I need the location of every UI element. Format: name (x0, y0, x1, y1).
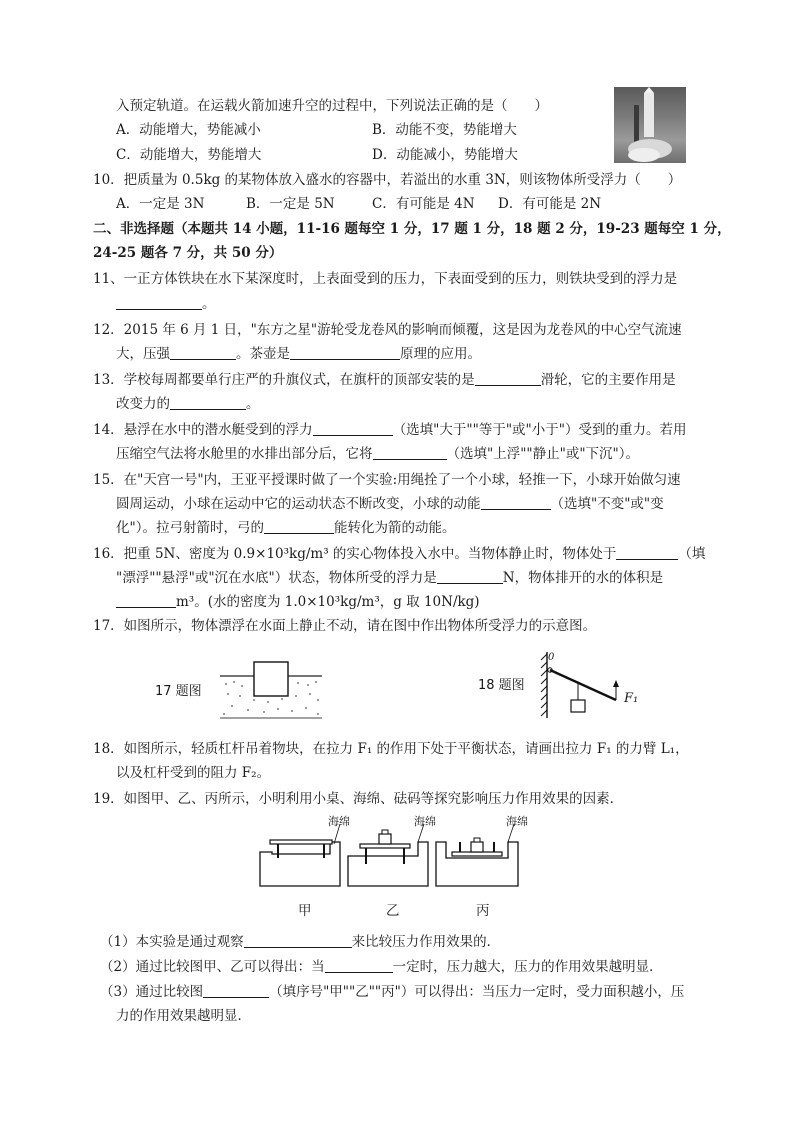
answer-blank[interactable] (475, 371, 541, 386)
q9-option-a: A．动能增大，势能减小 (116, 122, 261, 138)
q19-part2: （2）通过比较图甲、乙可以得出：当 一定时，压力越大，压力的作用效果越明显． (100, 959, 663, 975)
q14-text-cont: 压缩空气法将水舱里的水排出部分后，它将 （选填"上浮""静止"或"下沉"）。 (116, 446, 640, 462)
q10-option-c: C．有可能是 4N (372, 196, 475, 212)
q10-stem: 10．把质量为 0.5kg 的某物体放入盛水的容器中，若溢出的水重 3N，则该物体所受浮力（ ） (93, 172, 682, 188)
section-heading-cont: 24-25 题各 7 分，共 50 分） (93, 245, 283, 261)
figure-18-label: 18 题图 (478, 678, 525, 693)
figure-label-yi: 乙 (386, 903, 400, 919)
q9-option-c: C．动能增大，势能增大 (116, 147, 262, 163)
q15-text-cont: 圆周运动，小球在运动中它的运动状态不断改变，小球的动能 （选填"不变"或"变 (116, 496, 664, 512)
q13-text: 13．学校每周都要单行庄严的升旗仪式，在旗杆的顶部安装的是 滑轮，它的主要作用是 (93, 372, 676, 388)
q12-text-cont: 大，压强 。茶壶是 原理的应用。 (116, 346, 481, 362)
answer-blank[interactable] (203, 983, 269, 998)
q9-stem: 入预定轨道。在运载火箭加速升空的过程中，下列说法正确的是（ ） (116, 98, 548, 114)
sponge-label-jia: 海绵 (328, 815, 350, 828)
q10-option-d: D．有可能是 2N (498, 196, 602, 212)
answer-blank[interactable] (116, 295, 202, 310)
figure-label-bing: 丙 (476, 903, 490, 919)
figure-17-floating-block (218, 656, 324, 720)
answer-blank[interactable] (616, 545, 678, 560)
answer-blank[interactable] (244, 933, 352, 948)
q17-text: 17．如图所示，物体漂浮在水面上静止不动，请在图中作出物体所受浮力的示意图。 (93, 618, 597, 634)
answer-blank[interactable] (313, 421, 393, 436)
answer-blank[interactable] (290, 345, 400, 360)
q19-part3: （3）通过比较图 （填序号"甲""乙""丙"）可以得出：当压力一定时，受力面积越小，压 (100, 984, 685, 1000)
answer-blank[interactable] (437, 569, 503, 584)
figure-18-lever (538, 650, 648, 722)
answer-blank[interactable] (170, 395, 246, 410)
q15-text: 15．在"天宫一号"内，王亚平授课时做了一个实验:用绳拴了一个小球，轻推一下，小球开始做匀速 (93, 472, 681, 488)
pivot-label: 0 (548, 652, 555, 663)
q13-text-cont: 改变力的 。 (116, 396, 260, 412)
sponge-label-bing: 海绵 (506, 815, 528, 828)
answer-blank[interactable] (373, 445, 447, 460)
force-f1-label: F₁ (624, 691, 639, 706)
rocket-icon (614, 87, 686, 163)
sponge-label-yi: 海绵 (414, 815, 436, 828)
answer-blank[interactable] (116, 593, 176, 608)
answer-blank[interactable] (325, 958, 393, 973)
q16-text-cont2: m³。(水的密度为 1.0×10³kg/m³，g 取 10N/kg) (116, 592, 480, 612)
figure-19-pressure-experiment (256, 812, 546, 894)
figure-17-label: 17 题图 (155, 684, 202, 699)
q14-text: 14．悬浮在水中的潜水艇受到的浮力 （选填"大于""等于"或"小于"）受到的重力。若用 (93, 422, 687, 438)
q10-option-a: A．一定是 3N (116, 196, 205, 212)
section-heading: 二、非选择题（本题共 14 小题，11-16 题每空 1 分，17 题 1 分，18 题 2 分，19-23 题每空 1 分， (93, 221, 731, 237)
q16-text: 16．把重 5N、密度为 0.9×10³kg/m³ 的实心物体投入水中。当物体静止时，物体处于 （填 (93, 546, 706, 562)
answer-blank[interactable] (170, 345, 236, 360)
q19-part1: （1）本实验是通过观察 来比较压力作用效果的． (100, 934, 501, 950)
answer-blank[interactable] (481, 495, 551, 510)
rocket-launch-photo (614, 87, 686, 163)
q10-option-b: B．一定是 5N (246, 196, 335, 212)
q12-text: 12．2015 年 6 月 1 日，"东方之星"游轮受龙卷风的影响而倾覆，这是因为龙卷风的中心空气流速 (93, 322, 682, 338)
q19-part3-cont: 力的作用效果越明显． (116, 1008, 251, 1024)
q11-answer-line: 。 (116, 294, 216, 314)
q11-text: 11、一正方体铁块在水下某深度时，上表面受到的压力，下表面受到的压力，则铁块受到的浮力是 (93, 271, 678, 287)
figure-label-jia: 甲 (298, 903, 312, 919)
q16-text-cont: "漂浮""悬浮"或"沉在水底"）状态，物体所受的浮力是 N，物体排开的水的体积是 (116, 570, 664, 586)
q9-option-b: B．动能不变，势能增大 (372, 122, 517, 138)
answer-blank[interactable] (264, 519, 334, 534)
q9-option-d: D．动能减小，势能增大 (372, 147, 518, 163)
q18-text-cont: 以及杠杆受到的阻力 F₂。 (116, 765, 271, 781)
q15-text-cont2: 化"）。拉弓射箭时，弓的 能转化为箭的动能。 (116, 520, 456, 536)
q19-text: 19．如图甲、乙、丙所示，小明利用小桌、海绵、砝码等探究影响压力作用效果的因素． (93, 791, 624, 807)
q18-text: 18．如图所示，轻质杠杆吊着物块，在拉力 F₁ 的作用下处于平衡状态，请画出拉力 F₁ 的力臂 L₁， (93, 741, 689, 757)
